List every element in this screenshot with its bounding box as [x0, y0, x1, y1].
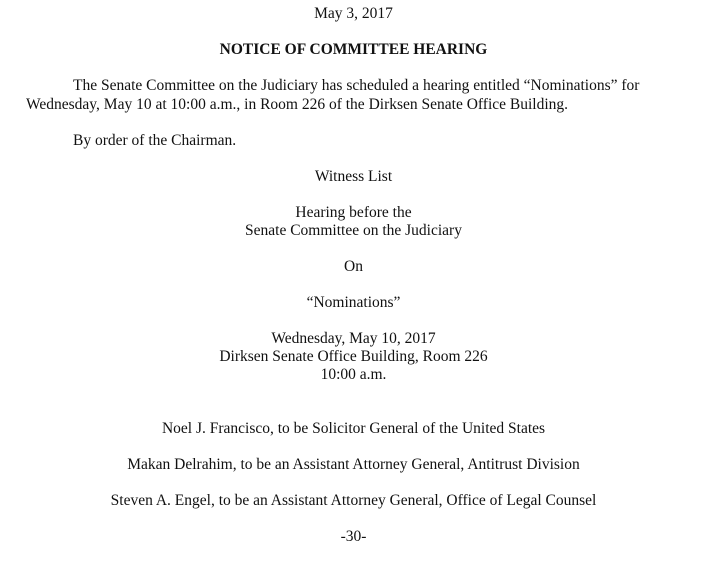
notice-title: NOTICE OF COMMITTEE HEARING	[219, 41, 488, 58]
notice-date: May 3, 2017	[314, 5, 393, 22]
notice-paragraph-line-1: The Senate Committee on the Judiciary has scheduled a hearing entitled “Nominations” for	[73, 77, 640, 94]
on-label: On	[344, 258, 363, 275]
hearing-line-1: Hearing before the	[295, 204, 412, 221]
notice-paragraph-line-2: Wednesday, May 10 at 10:00 a.m., in Room 226 of the Dirksen Senate Office Building.	[26, 96, 569, 113]
hearing-time: 10:00 a.m.	[320, 366, 387, 383]
hearing-date: Wednesday, May 10, 2017	[271, 330, 436, 347]
witness-list-heading: Witness List	[314, 168, 393, 185]
witness-item: Makan Delrahim, to be an Assistant Attorney General, Antitrust Division	[127, 456, 580, 473]
page-number: -30-	[340, 528, 367, 545]
hearing-topic: “Nominations”	[306, 294, 401, 311]
hearing-location: Dirksen Senate Office Building, Room 226	[219, 348, 488, 365]
witness-item: Steven A. Engel, to be an Assistant Attorney General, Office of Legal Counsel	[110, 492, 597, 509]
chairman-order: By order of the Chairman.	[73, 132, 237, 149]
witness-item: Noel J. Francisco, to be Solicitor General of the United States	[161, 420, 546, 437]
hearing-line-2: Senate Committee on the Judiciary	[245, 222, 462, 239]
